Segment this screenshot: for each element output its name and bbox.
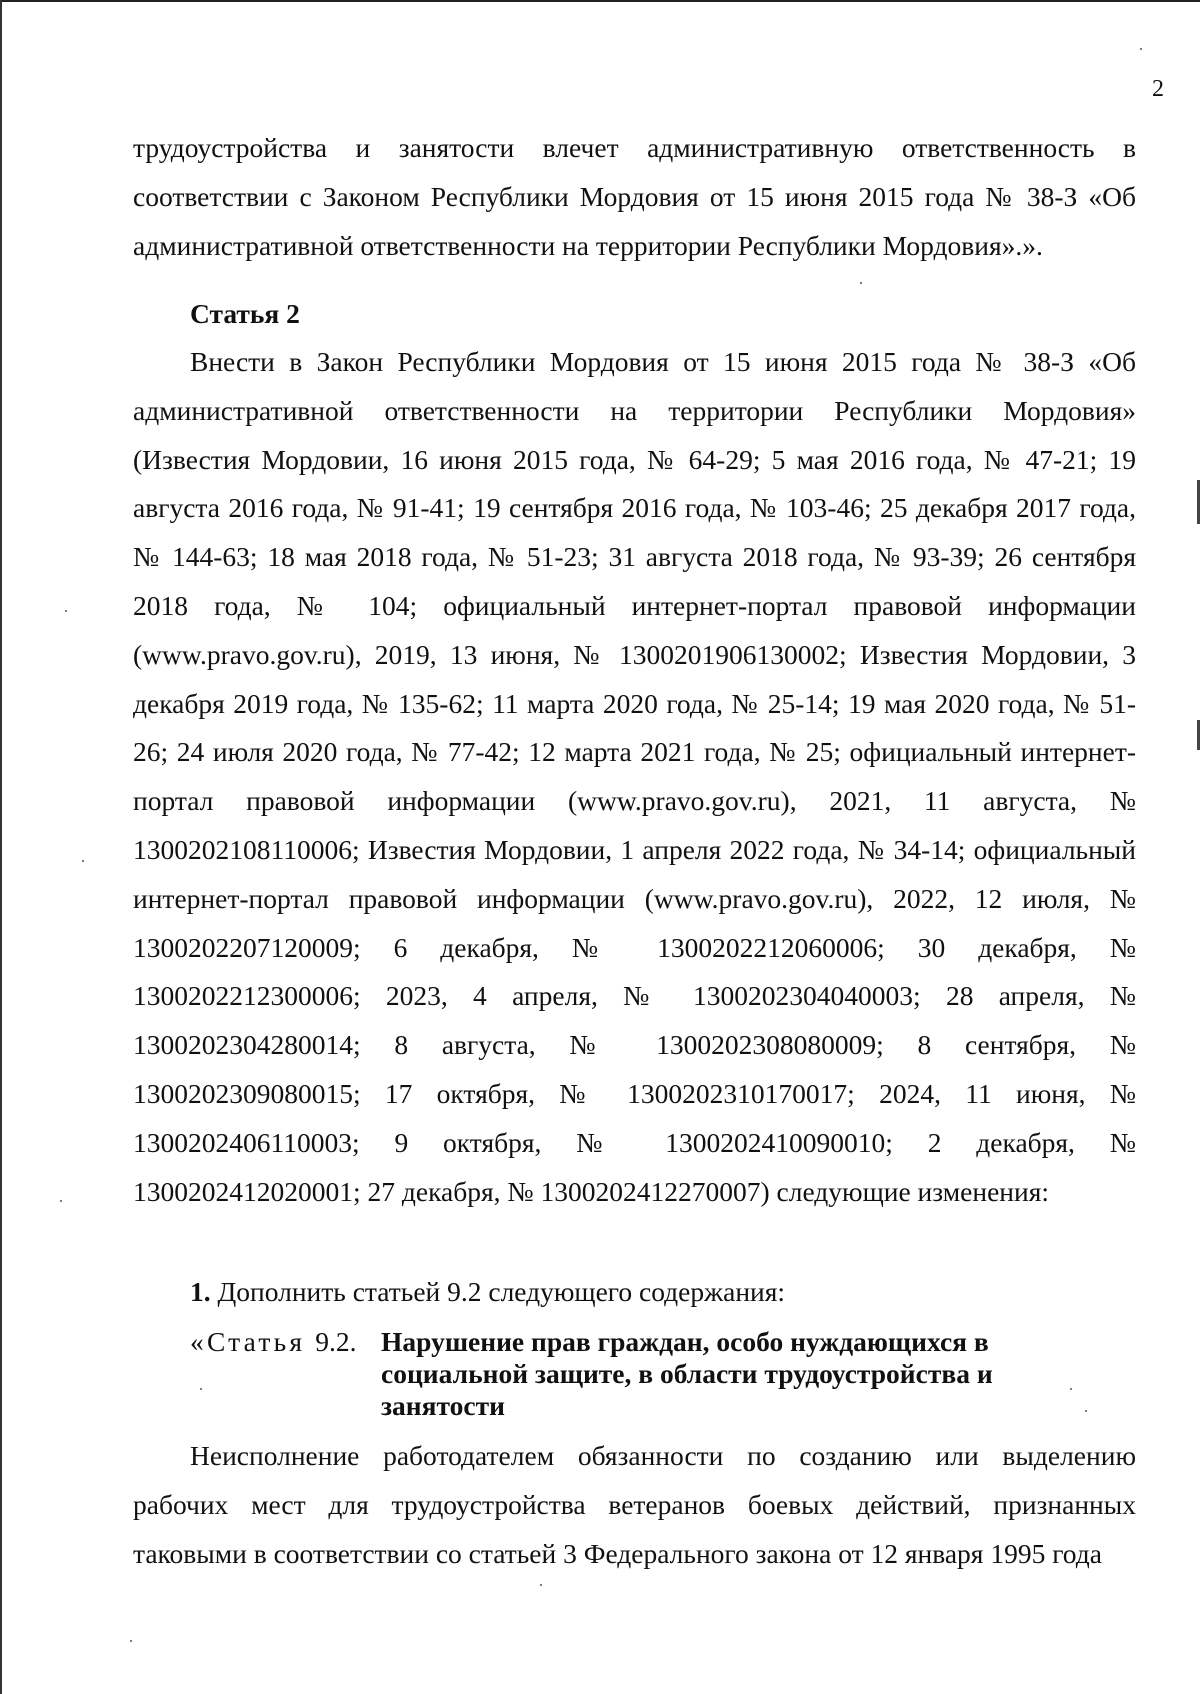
item-number: 1. <box>190 1276 211 1307</box>
amendment-item-1 <box>190 1268 785 1316</box>
article-2-body-text: Внести в Закон Республики Мордовия от 15 июня 2015 года № 38-З «Об административной ответственности на территории Республики Мордовия» (Известия Мордовии, 16 июня 2015 года, № 64-29; 5 мая 2016 года, № 47-21; 19 августа 2016 года, № 91-41; 19 сентября 2016 года, № 103-46; 25 декабря 2017 года, № 144-63; 18 мая 2018 года, № 51-23; 31 августа 2018 года, № 93-39; 26 сентября 2018 года, № 104; официальный интернет-портал правовой информации (www.pravo.gov.ru), 2019, 13 июня, № 1300201906130002; Известия Мордовии, 3 декабря 2019 года, № 135-62; 11 марта 2020 года, № 25-14; 19 мая 2020 года, № 51-26; 24 июля 2020 года, № 77-42; 12 марта 2021 года, № 25; официальный интернет-портал правовой информации (www.pravo.gov.ru), 2021, 11 августа, № 1300202108110006; Известия Мордовии, 1 апреля 2022 года, № 34-14; официальный интернет-портал правовой информации (www.pravo.gov.ru), 2022, 12 июля, № 1300202207120009; 6 декабря, № 1300202212060006; 30 декабря, № 1300202212300006; 2023, 4 апреля, № 1300202304040003; 28 апреля, № 1300202304280014; 8 августа, № 1300202308080009; 8 сентября, № 1300202309080015; 17 октября, № 1300202310170017; 2024, 11 июня, № 1300202406110003; 9 октября, № 1300202410090010; 2 декабря, № 1300202412020001; 27 декабря, № 1300202412270007) следующие изменения: <box>133 346 1136 1207</box>
intro-text: трудоустройства и занятости влечет административную ответственность в соответствии с Законом Республики Мордовия от 15 июня 2015 года № 38-З «Об административной ответственности на территории Республики Мордовия».». <box>133 132 1136 261</box>
scan-speck <box>60 1200 62 1202</box>
scan-top-edge <box>0 0 1200 2</box>
intro-paragraph <box>133 124 1136 270</box>
article-2-heading: Статья 2 <box>190 298 300 329</box>
article-2-body <box>133 338 1136 1216</box>
scan-speck <box>1070 1388 1072 1390</box>
article-label-number: 9.2. <box>315 1326 357 1357</box>
scan-speck <box>1140 48 1142 50</box>
scan-speck <box>1085 1410 1087 1412</box>
scan-speck <box>200 1388 202 1390</box>
item-text: Дополнить статьей 9.2 следующего содержания: <box>217 1276 786 1307</box>
article-9-2-label <box>190 1326 357 1358</box>
scan-speck <box>540 1584 542 1586</box>
scan-speck <box>860 282 862 284</box>
article-9-2-body-text: Неисполнение работодателем обязанности по созданию или выделению рабочих мест для трудоустройства ветеранов боевых действий, признанных таковыми в соответствии со статьей 3 Федерального закона от 12 января 1995 года <box>133 1440 1136 1569</box>
page-number: 2 <box>1152 76 1164 102</box>
scan-speck <box>82 860 84 862</box>
article-9-2-body <box>133 1432 1136 1578</box>
scan-speck <box>130 1640 132 1642</box>
scan-speck <box>65 610 67 612</box>
scan-left-edge <box>0 0 2 1694</box>
article-label-word: «Статья <box>190 1326 306 1357</box>
article-9-2-title: Нарушение прав граждан, особо нуждающихся в социальной защите, в области трудоустройства и занятости <box>381 1326 993 1421</box>
